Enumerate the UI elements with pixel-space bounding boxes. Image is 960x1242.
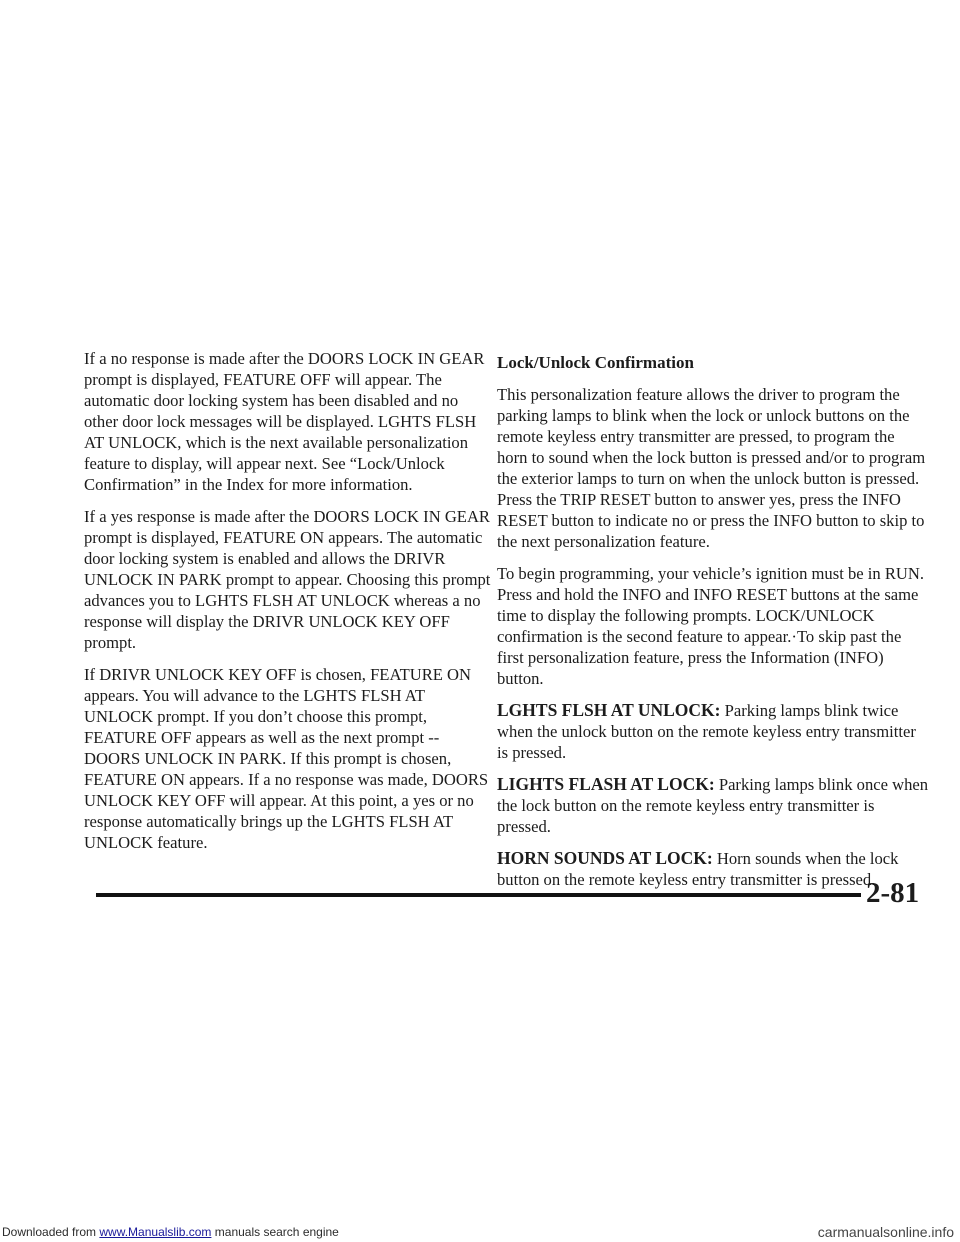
feature-horn-sounds-at-lock <box>497 848 929 890</box>
watermark: carmanualsonline.info <box>817 1224 954 1240</box>
feature-lghts-flsh-at-unlock <box>497 700 929 763</box>
paragraph-doors-lock-yes-response: If a yes response is made after the DOORS LOCK IN GEAR prompt is displayed, FEATURE ON appears. The automatic door locking system is enabled and allows the DRIVR UNLOCK IN PARK prompt to appear. Choosing this prompt advances you to LGHTS FLSH AT UNLOCK whereas a no response will display the DRIVR UNLOCK KEY OFF prompt. <box>84 507 491 652</box>
paragraph-doors-lock-no-response: If a no response is made after the DOORS LOCK IN GEAR prompt is displayed, FEATURE OFF will appear. The automatic door locking system has been disabled and no other door lock messages will be displayed. LGHTS FLSH AT UNLOCK, which is the next available personalization feature to display, will appear next. See “Lock/Unlock Confirmation” in the Index for more information. <box>84 349 485 494</box>
footer-suffix: manuals search engine <box>211 1225 339 1239</box>
footer-prefix: Downloaded from <box>2 1225 100 1239</box>
paragraph-feature-description: This personalization feature allows the driver to program the parking lamps to blink when the lock or unlock buttons on the remote keyless entry transmitter are pressed, to program the horn to sound when the lock button is pressed and/or to program the exterior lamps to turn on when the unlock button is pressed. Press the TRIP RESET button to answer yes, press the INFO RESET button to indicate no or press the INFO button to skip to the next personalization feature. <box>497 385 926 551</box>
left-column <box>84 348 494 864</box>
feature-term: HORN SOUNDS AT LOCK: <box>497 848 713 868</box>
download-footer <box>2 1225 339 1239</box>
feature-term: LIGHTS FLASH AT LOCK: <box>497 774 715 794</box>
paragraph-drivr-unlock-key-off: If DRIVR UNLOCK KEY OFF is chosen, FEATURE ON appears. You will advance to the LGHTS FLSH AT UNLOCK prompt. If you don’t choose this prompt, FEATURE OFF appears as well as the next prompt -- DOORS UNLOCK IN PARK. If this prompt is chosen, FEATURE ON appears. If a no response was made, DOORS UNLOCK KEY OFF will appear. At this point, a yes or no response automatically brings up the LGHTS FLSH AT UNLOCK feature. <box>84 665 489 852</box>
feature-text: Parking lamps blink twice when the unlock button on the remote keyless entry transmitter is pressed. <box>497 701 916 762</box>
footer-rule <box>96 893 861 897</box>
page-number: 2-81 <box>866 877 920 909</box>
section-heading: Lock/Unlock Confirmation <box>497 353 694 372</box>
feature-term: LGHTS FLSH AT UNLOCK: <box>497 700 721 720</box>
right-column <box>497 348 929 901</box>
feature-text: Parking lamps blink once when the lock button on the remote keyless entry transmitter is pressed. <box>497 775 929 836</box>
manualslib-link[interactable]: www.Manualslib.com <box>99 1225 212 1239</box>
paragraph-begin-programming: To begin programming, your vehicle’s ignition must be in RUN. Press and hold the INFO and INFO RESET buttons at the same time to display the following prompts. LOCK/UNLOCK confirmation is the second feature to appear.·To skip past the first personalization feature, press the Information (INFO) button. <box>497 564 924 688</box>
feature-lights-flash-at-lock <box>497 774 929 837</box>
feature-text: Horn sounds when the lock button on the remote keyless entry transmitter is pressed. <box>497 849 899 889</box>
